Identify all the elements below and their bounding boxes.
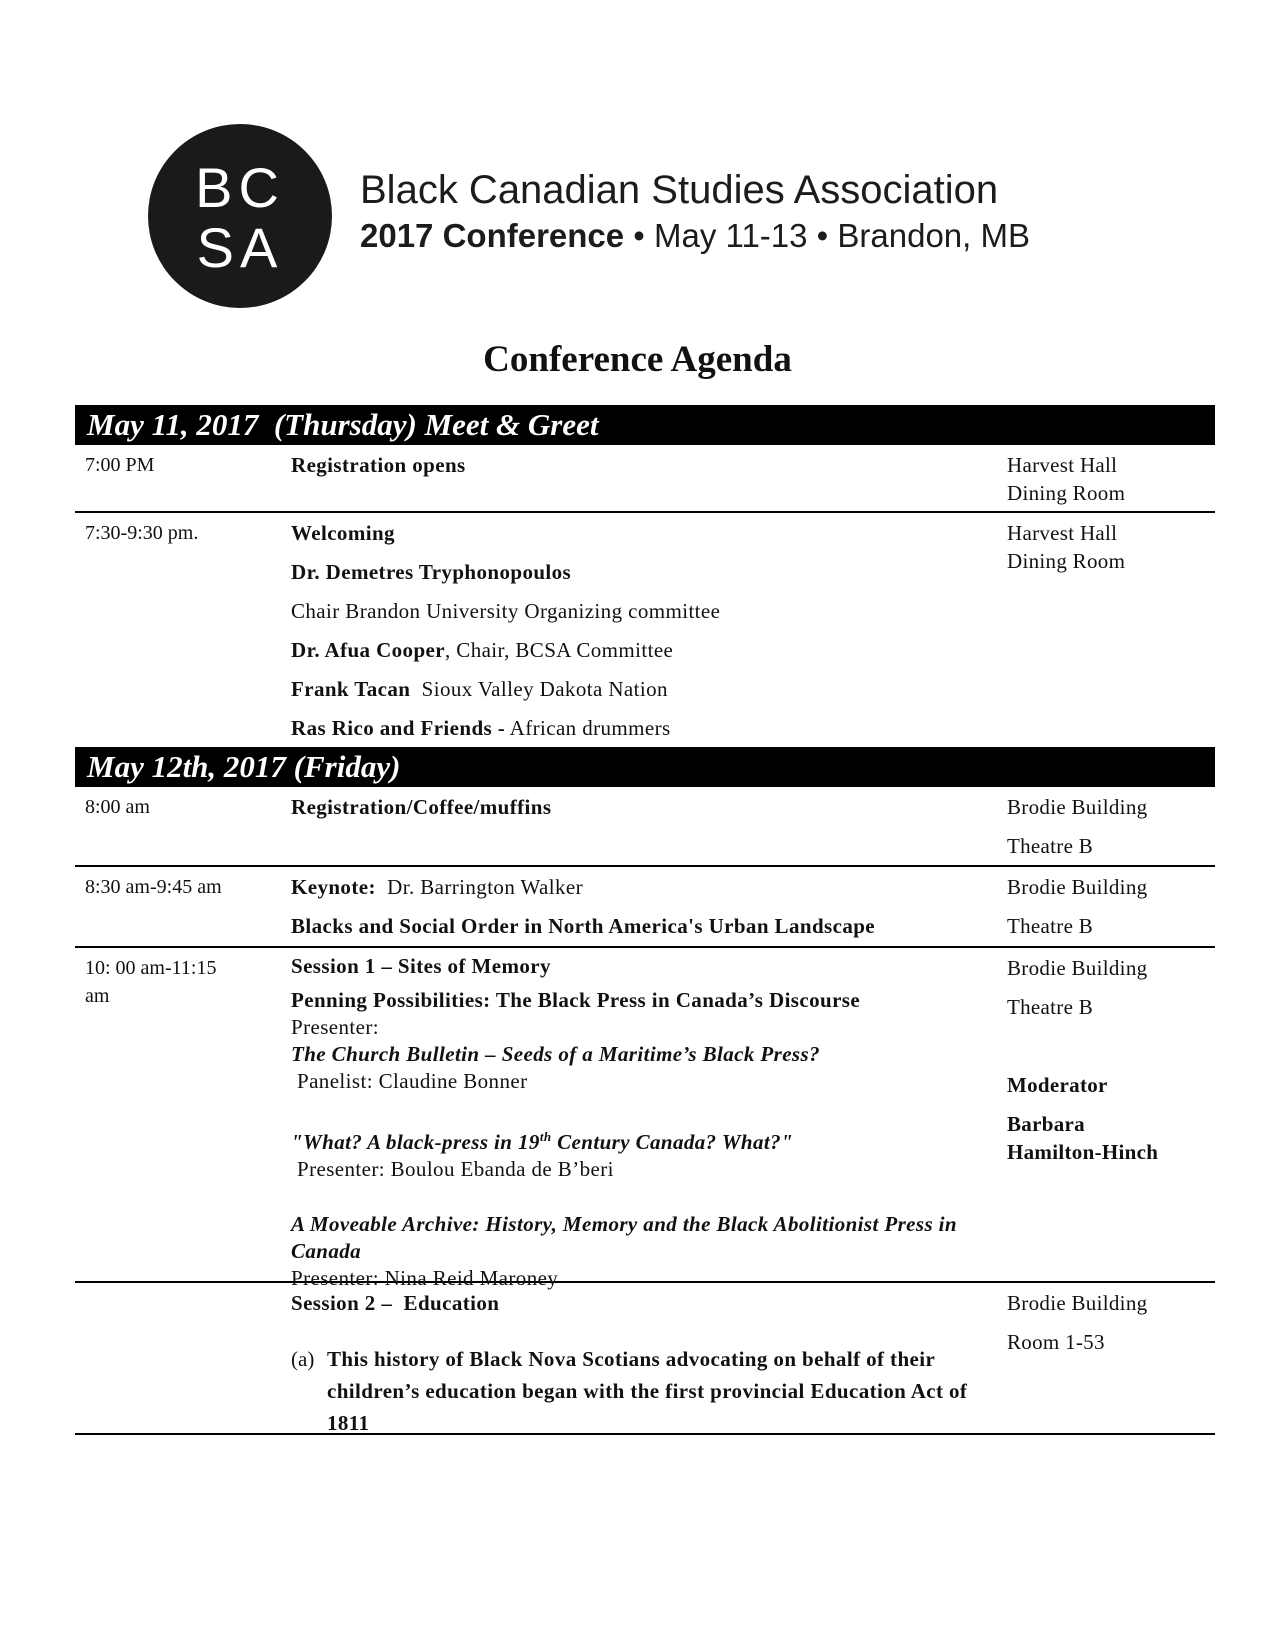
session-item-text: This history of Black Nova Scotians advocating on behalf of their children’s education began with the first provincial Education Act of 1811: [327, 1347, 968, 1435]
agenda-table: [75, 405, 1215, 1435]
time-cell: 7:00 PM: [85, 454, 155, 476]
agenda-row: [75, 787, 1215, 867]
speaker-line: [291, 714, 995, 742]
time-cell: [85, 954, 265, 1010]
speaker-name: Frank Tacan: [291, 677, 411, 701]
paper-title-part1: "What? A black-press in 19: [291, 1130, 540, 1154]
agenda-row: [75, 867, 1215, 948]
event-cell: [291, 948, 995, 1299]
keynote-speaker: Dr. Barrington Walker: [375, 875, 584, 899]
logo-mark-line2: SA: [196, 216, 284, 279]
paper-person: Panelist: Claudine Bonner: [297, 1069, 528, 1093]
paper-person: Presenter: Boulou Ebanda de B’beri: [297, 1157, 614, 1181]
paper-title: The Church Bulletin – Seeds of a Maritime’s Black Press?: [291, 1042, 820, 1066]
speaker-line: [291, 636, 995, 664]
time-cell: 8:00 am: [85, 796, 150, 818]
location-cell: [1007, 451, 1217, 507]
event-cell: [291, 867, 995, 948]
event-title: Registration/Coffee/muffins: [291, 795, 552, 819]
organization-name: Black Canadian Studies Association: [360, 168, 999, 212]
location-line1: Brodie Building: [1007, 956, 1148, 980]
location-cell: [1007, 793, 1217, 860]
session-item-label: (a): [291, 1347, 315, 1371]
keynote-title: Blacks and Social Order in North America's Urban Landscape: [291, 914, 876, 938]
event-title: Welcoming: [291, 521, 395, 545]
location-line1: Brodie Building: [1007, 795, 1148, 819]
speaker-line: [291, 675, 995, 703]
location-line2: Room 1-53: [1007, 1330, 1105, 1354]
paper-title-part2: Century Canada? What?": [551, 1130, 794, 1154]
logo-circle: [148, 124, 332, 308]
agenda-row: [75, 445, 1215, 513]
event-cell: [291, 787, 995, 829]
location-line1: Brodie Building: [1007, 1291, 1148, 1315]
page-title: Conference Agenda: [483, 339, 792, 380]
logo-mark-line1: BC: [195, 156, 285, 219]
speaker-name: Dr. Demetres Tryphonopoulos: [291, 560, 572, 584]
event-cell: [291, 445, 995, 487]
speaker-role: Chair Brandon University Organizing committee: [291, 599, 721, 623]
speaker-name: Dr. Afua Cooper: [291, 638, 445, 662]
paper-person: Presenter: Nina Reid Maroney: [291, 1266, 559, 1290]
location-line2: Theatre B: [1007, 995, 1094, 1019]
conference-year: 2017 Conference: [360, 217, 625, 254]
agenda-row: [75, 948, 1215, 1290]
time-cell: 8:30 am-9:45 am: [85, 876, 222, 898]
time-line1: 10: 00 am-11:15: [85, 957, 217, 979]
event-cell: [291, 1283, 995, 1447]
location-cell: [1007, 1289, 1217, 1356]
moderator-label: Moderator: [1007, 1073, 1108, 1097]
speaker-name: Ras Rico and Friends -: [291, 716, 506, 740]
location-line2: Theatre B: [1007, 914, 1094, 938]
conference-dates-location: • May 11-13 • Brandon, MB: [624, 217, 1030, 254]
session-title: Session 1 – Sites of Memory: [291, 954, 551, 978]
paper-title: A Moveable Archive: History, Memory and the Black Abolitionist Press in Canada: [291, 1212, 957, 1263]
location-line2: Dining Room: [1007, 481, 1126, 505]
time-line2: am: [85, 985, 110, 1007]
location-cell: [1007, 519, 1217, 575]
location-line2: Theatre B: [1007, 834, 1094, 858]
time-cell: 7:30-9:30 pm.: [85, 522, 199, 544]
keynote-line: [291, 873, 995, 901]
day-header-may-11: May 11, 2017 (Thursday) Meet & Greet: [75, 405, 1215, 445]
paper-title-superscript: th: [539, 1129, 552, 1144]
conference-line: [360, 216, 1030, 256]
bcsa-logo: [148, 124, 1128, 308]
location-cell: [1007, 954, 1217, 1166]
speaker-role: Sioux Valley Dakota Nation: [410, 677, 668, 701]
location-line1: Brodie Building: [1007, 875, 1148, 899]
agenda-row: [75, 513, 1215, 747]
event-cell: [291, 513, 995, 750]
location-line2: Dining Room: [1007, 549, 1126, 573]
agenda-row: [75, 1283, 1215, 1435]
moderator-name-line2: Hamilton-Hinch: [1007, 1140, 1159, 1164]
session-item: [291, 1343, 995, 1439]
keynote-label: Keynote:: [291, 875, 376, 899]
location-cell: [1007, 873, 1217, 940]
paper-title: [291, 1123, 995, 1156]
moderator-name-line1: Barbara: [1007, 1112, 1085, 1136]
location-line1: Harvest Hall: [1007, 521, 1118, 545]
speaker-role: , Chair, BCSA Committee: [444, 638, 674, 662]
event-title: Registration opens: [291, 453, 466, 477]
panel-title: Penning Possibilities: The Black Press in Canada’s Discourse: [291, 988, 861, 1012]
speaker-role: African drummers: [505, 716, 671, 740]
session-title: Session 2 – Education: [291, 1291, 500, 1315]
day-header-may-12: May 12th, 2017 (Friday): [75, 747, 1215, 787]
panel-presenter: Presenter:: [291, 1015, 379, 1039]
location-line1: Harvest Hall: [1007, 453, 1118, 477]
